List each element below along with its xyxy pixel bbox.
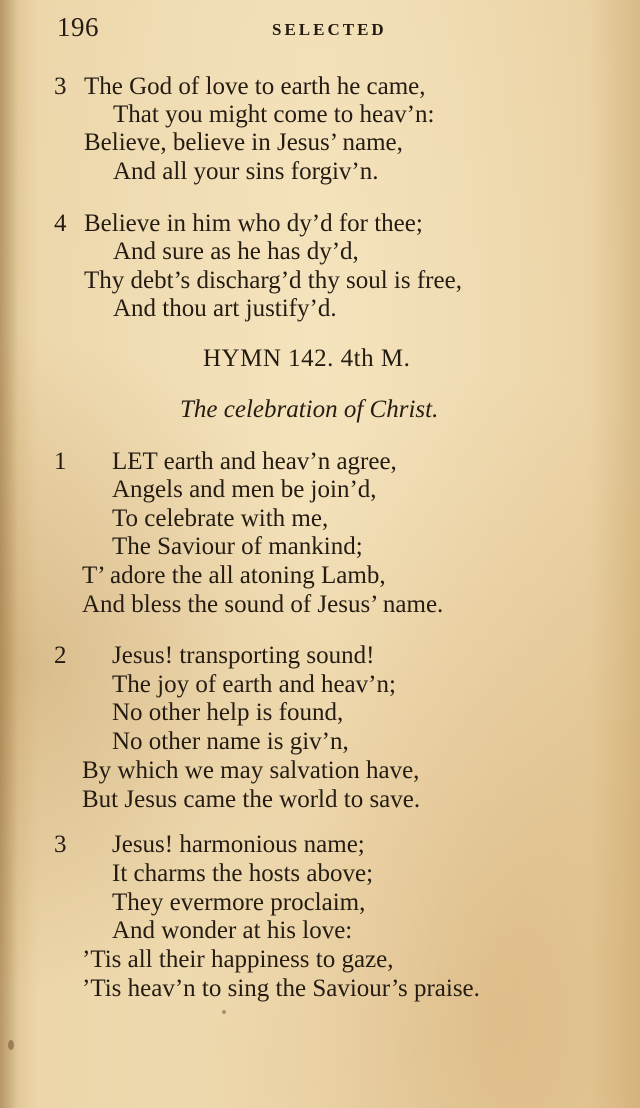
verse-line: By which we may salvation have,	[82, 757, 420, 784]
stanza-number: 3	[54, 831, 67, 858]
verse-line: To celebrate with me,	[112, 505, 329, 532]
stanza-number: 3	[54, 73, 67, 100]
verse-line: And bless the sound of Jesus’ name.	[82, 591, 444, 618]
stanza-number: 4	[54, 210, 67, 237]
verse-line: They evermore proclaim,	[112, 889, 366, 916]
verse-line: The joy of earth and heav’n;	[112, 671, 396, 698]
verse-line: Believe, believe in Jesus’ name,	[84, 129, 403, 156]
verse-line: Thy debt’s discharg’d thy soul is free,	[84, 267, 462, 294]
hymn-subtitle: The celebration of Christ.	[180, 396, 439, 423]
verse-line: ’Tis heav’n to sing the Saviour’s praise.	[82, 975, 480, 1002]
hymn-title: HYMN 142. 4th M.	[203, 345, 411, 372]
verse-line: The God of love to earth he came,	[84, 73, 426, 100]
verse-line: ’Tis all their happiness to gaze,	[82, 946, 394, 973]
verse-line: Angels and men be join’d,	[112, 476, 377, 503]
verse-line: And sure as he has dy’d,	[113, 238, 359, 265]
verse-line: No other help is found,	[112, 699, 344, 726]
verse-line: LET earth and heav’n agree,	[112, 448, 397, 475]
binding-shadow	[0, 0, 18, 1108]
page-header	[0, 8, 640, 48]
verse-line: And all your sins forgiv’n.	[113, 158, 379, 185]
page-number: 196	[57, 12, 99, 42]
verse-line: Jesus! harmonious name;	[112, 831, 365, 858]
verse-line: And thou art justify’d.	[113, 295, 337, 322]
paper-speck	[222, 1010, 226, 1014]
verse-line: Believe in him who dy’d for thee;	[84, 210, 423, 237]
verse-line: But Jesus came the world to save.	[82, 786, 421, 813]
verse-line: And wonder at his love:	[112, 917, 353, 944]
stanza-number: 2	[54, 642, 67, 669]
verse-line: That you might come to heav’n:	[113, 101, 435, 128]
verse-line: It charms the hosts above;	[112, 860, 374, 887]
verse-line: The Saviour of mankind;	[112, 533, 363, 560]
verse-line: T’ adore the all atoning Lamb,	[82, 562, 386, 589]
paper-speck	[8, 1040, 14, 1050]
running-head: SELECTED	[272, 20, 387, 39]
verse-line: Jesus! transporting sound!	[112, 642, 375, 669]
verse-line: No other name is giv’n,	[112, 728, 349, 755]
stanza-number: 1	[54, 448, 67, 475]
